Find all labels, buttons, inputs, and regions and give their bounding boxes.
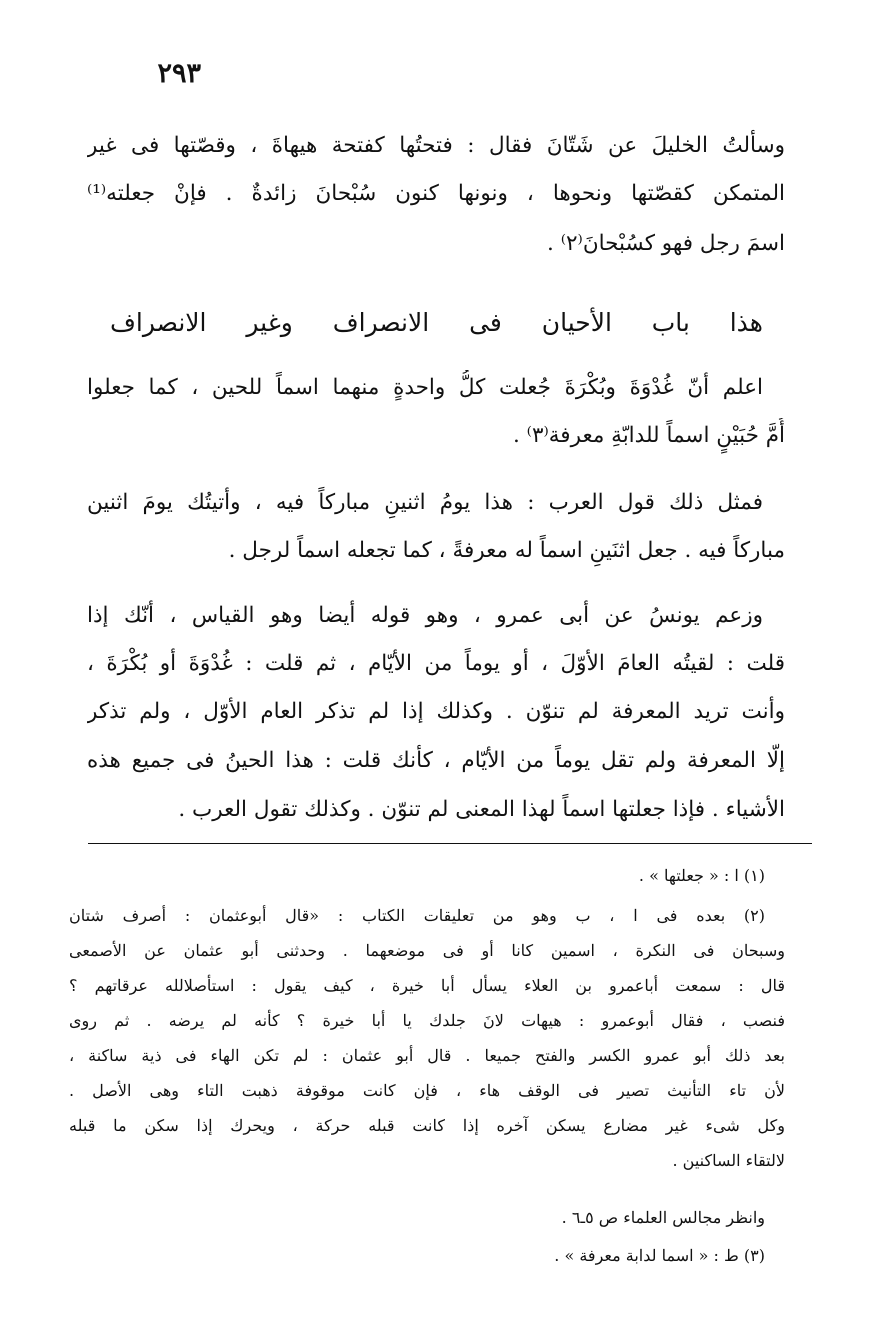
page-number: ٢٩٣: [157, 58, 201, 89]
paragraph-3-line-1: فمثل ذلك قول العرب : هذا يومُ اثنينِ مباركاً فيه ، وأتيتُك يومَ اثنين: [87, 490, 763, 515]
footnote-2-line-4: فنصب ، فقال أبوعمرو : هيهات لانَ جلدك يا أبا خيرة ؟ كأنه لم يرضه . ثم روى: [69, 1011, 785, 1030]
footnote-separator: [88, 843, 812, 844]
footnote-2-line-5: بعد ذلك أبو عمرو الكسر والفتح جميعا . قال أبو عثمان : لم تكن الهاء فى ذية ساكنة ،: [69, 1046, 785, 1065]
footnote-2-line-3: قال : سمعت أباعمرو بن العلاء يسأل أبا خيرة ، كيف يقول : استأصلالله عرقاتهم ؟: [69, 976, 785, 995]
paragraph-1-line-2: المتمكن كقصّتها ونحوها ، ونونها كنون سُبْحانَ زائدةٌ . فإنْ جعلته⁽¹⁾: [87, 181, 785, 206]
footnote-2-line-2: وسبحان فى النكرة ، اسمين كانا أو فى موضعهما . وحدثنى أبو عثمان عن الأصمعى: [69, 941, 785, 960]
paragraph-4-line-2: قلت : لقيتُه العامَ الأوّلَ ، أو يوماً من الأيّام ، ثم قلت : غُدْوَةَ أو بُكْرَةَ ،: [87, 651, 785, 676]
paragraph-1-line-1: وسألتُ الخليلَ عن شَتّانَ فقال : فتحتُها كفتحة هيهاةَ ، وقصّتها فى غير: [87, 133, 785, 158]
footnote-1: (١) ا : « جعلتها » .: [638, 866, 765, 885]
footnote-2-line-1: (٢) بعده فى ا ، ب وهو من تعليقات الكتاب : «قال أبوعثمان : أصرف شتان: [69, 906, 765, 925]
paragraph-4-line-4: إلّا المعرفة ولم تقل يوماً من الأيّام ، كأنك قلت : هذا الحينُ فى جميع هذه: [87, 748, 785, 773]
paragraph-2-line-1: اعلم أنّ غُدْوَةَ وبُكْرَةَ جُعلت كلُّ واحدةٍ منهما اسماً للحين ، كما جعلوا: [87, 375, 763, 400]
paragraph-4-line-5: الأشياء . فإذا جعلتها اسماً لهذا المعنى لم تنوّن . وكذلك تقول العرب .: [178, 797, 785, 822]
footnote-2-line-7: وكل شىء غير مضارع يسكن آخره إذا كانت قبله حركة ، ويحرك إذا سكن ما قبله: [69, 1116, 785, 1135]
footnote-2-line-8: لالتقاء الساكنين .: [672, 1151, 785, 1170]
paragraph-1-line-3: اسمَ رجل فهو كسُبْحانَ⁽٢⁾ .: [547, 231, 785, 256]
paragraph-4-line-1: وزعم يونسُ عن أبى عمرو ، وهو قوله أيضا وهو القياس ، أنّك إذا: [87, 603, 763, 628]
paragraph-2-line-2: أُمَّ حُبَيْنٍ اسماً للدابّةِ معرفة⁽٣⁾ .: [512, 423, 785, 448]
footnote-2-line-6: لأن تاء التأنيث تصير فى الوقف هاء ، فإن كانت موقوفة ذهبت التاء وهى الأصل .: [69, 1081, 785, 1100]
footnote-3: (٣) ط : « اسما لدابة معرفة » .: [554, 1246, 765, 1265]
section-heading: هذا باب الأحيان فى الانصراف وغير الانصراف: [110, 308, 763, 337]
paragraph-4-line-3: وأنت تريد المعرفة لم تنوّن . وكذلك إذا لم تذكر العام الأوّل ، ولم تذكر: [87, 699, 785, 724]
paragraph-3-line-2: مباركاً فيه . جعل اثنَينِ اسماً له معرفةً ، كما تجعله اسماً لرجل .: [228, 538, 785, 563]
footnote-2-reference: وانظر مجالس العلماء ص ٥ـ٦ .: [561, 1208, 765, 1227]
